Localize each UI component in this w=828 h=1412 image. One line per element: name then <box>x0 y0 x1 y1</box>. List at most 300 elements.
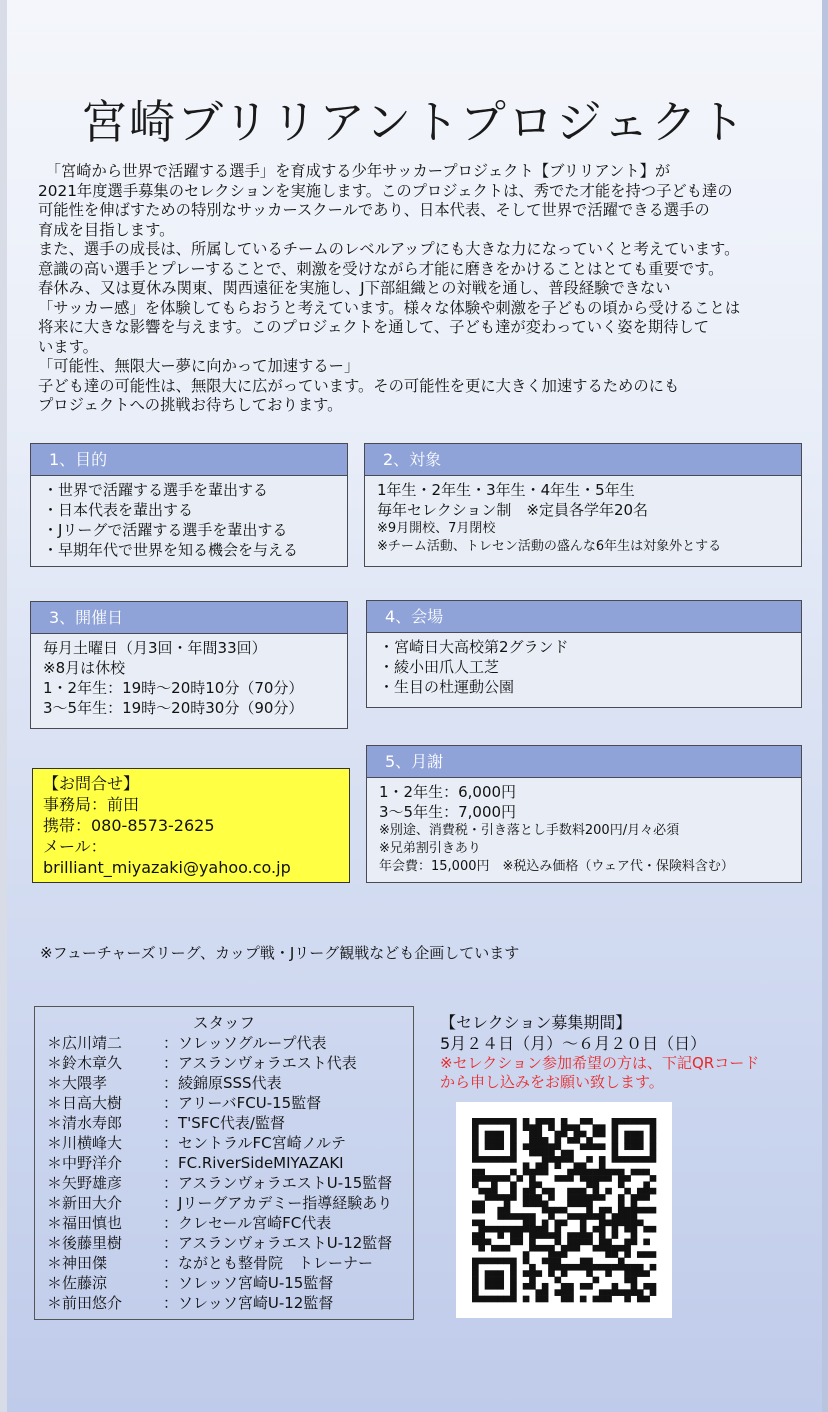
staff-role: ：クレセール宮崎FC代表 <box>163 1214 332 1232</box>
qr-module <box>542 1258 549 1265</box>
staff-name: ＊広川靖二 <box>47 1034 123 1052</box>
left-edge-strip <box>0 0 7 1412</box>
qr-module <box>485 1137 492 1144</box>
qr-module <box>580 1220 587 1227</box>
qr-module <box>485 1270 492 1277</box>
qr-module <box>497 1258 504 1265</box>
qr-module <box>510 1118 517 1125</box>
staff-name: ＊大隈孝 <box>47 1074 108 1092</box>
qr-module <box>548 1207 555 1214</box>
qr-module <box>554 1137 561 1144</box>
qr-module <box>478 1226 485 1233</box>
qr-module <box>605 1188 612 1195</box>
qr-module <box>624 1289 631 1296</box>
qr-module <box>624 1131 631 1138</box>
qr-module <box>548 1143 555 1150</box>
qr-module <box>491 1143 498 1150</box>
qr-module <box>472 1200 479 1207</box>
selection-info <box>440 1012 759 1092</box>
staff-row <box>35 1233 413 1253</box>
qr-module <box>618 1264 625 1271</box>
qr-module <box>637 1270 644 1277</box>
qr-module <box>574 1124 581 1131</box>
qr-module <box>643 1118 650 1125</box>
qr-module <box>612 1156 619 1163</box>
intro-line: 「サッカー感」を体験してもらおうと考えています。様々な体験や刺激を子どもの頃から受けることは <box>38 298 741 317</box>
qr-module <box>624 1213 631 1220</box>
qr-module <box>491 1194 498 1201</box>
qr-module <box>624 1277 631 1284</box>
venue-item: ・生目の杜運動公園 <box>379 678 515 696</box>
staff-name: ＊佐藤涼 <box>47 1274 108 1292</box>
qr-module <box>599 1156 606 1163</box>
qr-module <box>605 1270 612 1277</box>
qr-module <box>497 1194 504 1201</box>
qr-module <box>631 1156 638 1163</box>
venue-item: ・宮崎日大高校第2グランド <box>379 638 569 656</box>
qr-module <box>535 1296 542 1303</box>
qr-module <box>472 1296 479 1303</box>
qr-module <box>599 1226 606 1233</box>
qr-module <box>631 1264 638 1271</box>
qr-module <box>535 1143 542 1150</box>
qr-module <box>510 1194 517 1201</box>
qr-module <box>472 1131 479 1138</box>
qr-module <box>554 1277 561 1284</box>
intro-line: 将来に大きな影響を与えます。このプロジェクトを通して、子ども達が変わっていく姿を期待して <box>38 318 710 336</box>
qr-module <box>542 1207 549 1214</box>
qr-module <box>586 1283 593 1290</box>
qr-module <box>637 1251 644 1258</box>
qr-module <box>643 1188 650 1195</box>
qr-module <box>567 1169 574 1176</box>
qr-module <box>612 1220 619 1227</box>
qr-module <box>542 1137 549 1144</box>
qr-module <box>650 1150 657 1157</box>
qr-module <box>593 1131 600 1138</box>
qr-module <box>523 1124 530 1131</box>
qr-module <box>529 1131 536 1138</box>
qr-module <box>561 1270 568 1277</box>
qr-module <box>618 1258 625 1265</box>
qr-module <box>542 1143 549 1150</box>
qr-module <box>542 1150 549 1157</box>
staff-row <box>35 1113 413 1133</box>
qr-module <box>612 1226 619 1233</box>
qr-module <box>542 1232 549 1239</box>
qr-module <box>567 1156 574 1163</box>
qr-module <box>497 1226 504 1233</box>
qr-module <box>510 1264 517 1271</box>
qr-module <box>574 1264 581 1271</box>
qr-module <box>643 1194 650 1201</box>
qr-module <box>504 1213 511 1220</box>
staff-name: ＊新田大介 <box>47 1194 123 1212</box>
qr-module <box>554 1232 561 1239</box>
qr-module <box>561 1124 568 1131</box>
qr-module <box>491 1156 498 1163</box>
qr-module <box>548 1150 555 1157</box>
qr-module <box>631 1289 638 1296</box>
qr-module <box>593 1277 600 1284</box>
qr-module <box>631 1118 638 1125</box>
qr-module <box>523 1169 530 1176</box>
qr-module <box>599 1162 606 1169</box>
qr-module <box>612 1245 619 1252</box>
qr-module <box>485 1194 492 1201</box>
staff-name: ＊神田傑 <box>47 1254 108 1272</box>
qr-module <box>478 1188 485 1195</box>
qr-module <box>624 1118 631 1125</box>
qr-module <box>504 1245 511 1252</box>
qr-module <box>529 1200 536 1207</box>
contact-phone[interactable]: 携帯：080-8573-2625 <box>43 816 215 835</box>
qr-module <box>586 1169 593 1176</box>
staff-role: ：アスランヴォラエストU-15監督 <box>163 1174 393 1192</box>
qr-module <box>624 1156 631 1163</box>
qr-module <box>618 1220 625 1227</box>
qr-module <box>529 1277 536 1284</box>
qr-module <box>580 1232 587 1239</box>
qr-module <box>567 1283 574 1290</box>
qr-module <box>631 1143 638 1150</box>
qr-module <box>574 1245 581 1252</box>
qr-module <box>586 1137 593 1144</box>
qr-module <box>631 1239 638 1246</box>
qr-module <box>631 1137 638 1144</box>
qr-module <box>478 1296 485 1303</box>
qr-module <box>491 1175 498 1182</box>
qr-module <box>529 1143 536 1150</box>
purpose-box <box>30 443 348 567</box>
qr-module <box>637 1296 644 1303</box>
qr-module <box>567 1200 574 1207</box>
qr-module <box>574 1137 581 1144</box>
qr-module <box>554 1264 561 1271</box>
staff-role: ：Jリーグアカデミー指導経験あり <box>163 1194 393 1212</box>
qr-module <box>510 1258 517 1265</box>
qr-module <box>561 1251 568 1258</box>
fee-line: 1・2年生：6,000円 <box>379 783 517 801</box>
qr-module <box>574 1200 581 1207</box>
qr-module <box>504 1200 511 1207</box>
qr-module <box>497 1207 504 1214</box>
contact-email[interactable]: brilliant_miyazaki@yahoo.co.jp <box>43 858 291 877</box>
qr-module <box>529 1150 536 1157</box>
qr-module <box>618 1289 625 1296</box>
qr-module <box>650 1124 657 1131</box>
qr-module <box>650 1175 657 1182</box>
qr-module <box>529 1283 536 1290</box>
qr-module <box>580 1239 587 1246</box>
qr-module <box>561 1150 568 1157</box>
staff-role: ：セントラルFC宮崎ノルテ <box>163 1134 347 1152</box>
qr-module <box>593 1124 600 1131</box>
qr-module <box>650 1226 657 1233</box>
qr-module <box>605 1207 612 1214</box>
qr-module <box>523 1143 530 1150</box>
qr-module <box>516 1239 523 1246</box>
qr-module <box>497 1213 504 1220</box>
qr-module <box>580 1258 587 1265</box>
qr-module <box>586 1200 593 1207</box>
qr-module <box>631 1283 638 1290</box>
qr-module <box>529 1245 536 1252</box>
qr-module <box>561 1175 568 1182</box>
qr-module <box>643 1270 650 1277</box>
qr-module <box>599 1239 606 1246</box>
dates-box <box>30 601 348 729</box>
qr-module <box>605 1264 612 1271</box>
qr-module <box>554 1239 561 1246</box>
qr-module <box>491 1188 498 1195</box>
purpose-item: ・世界で活躍する選手を輩出する <box>43 481 269 499</box>
selection-notice: ※セレクション参加希望の方は、下記QRコード <box>440 1054 760 1072</box>
qr-module <box>485 1277 492 1284</box>
qr-module <box>561 1264 568 1271</box>
qr-module <box>599 1143 606 1150</box>
qr-module <box>618 1175 625 1182</box>
qr-module <box>491 1258 498 1265</box>
qr-module <box>637 1264 644 1271</box>
qr-module <box>624 1239 631 1246</box>
qr-module <box>561 1156 568 1163</box>
intro-line: プロジェクトへの挑戦お待ちしております。 <box>38 396 343 414</box>
qr-module <box>523 1162 530 1169</box>
qr-module <box>612 1131 619 1138</box>
staff-row <box>35 1293 413 1313</box>
qr-module <box>567 1124 574 1131</box>
qr-module <box>618 1118 625 1125</box>
qr-module <box>586 1181 593 1188</box>
qr-module <box>529 1124 536 1131</box>
qr-module <box>637 1289 644 1296</box>
qr-module <box>593 1169 600 1176</box>
fee-note: ※兄弟割引きあり <box>379 841 481 856</box>
staff-row <box>35 1133 413 1153</box>
qr-module <box>612 1232 619 1239</box>
qr-module <box>529 1220 536 1227</box>
qr-module <box>485 1226 492 1233</box>
qr-module <box>593 1213 600 1220</box>
qr-module <box>548 1258 555 1265</box>
qr-module <box>523 1270 530 1277</box>
qr-module <box>497 1270 504 1277</box>
qr-module <box>593 1181 600 1188</box>
qr-module <box>535 1162 542 1169</box>
qr-module <box>612 1143 619 1150</box>
intro-line: います。 <box>38 337 98 356</box>
qr-module <box>542 1200 549 1207</box>
qr-module <box>580 1175 587 1182</box>
qr-module <box>485 1296 492 1303</box>
staff-row <box>35 1193 413 1213</box>
qr-module <box>643 1181 650 1188</box>
qr-module <box>561 1245 568 1252</box>
qr-module <box>561 1296 568 1303</box>
qr-module <box>554 1131 561 1138</box>
qr-module <box>529 1137 536 1144</box>
qr-module <box>554 1175 561 1182</box>
qr-module <box>542 1188 549 1195</box>
staff-role: ：T'SFC代表/監督 <box>163 1114 285 1132</box>
qr-module <box>574 1232 581 1239</box>
qr-module <box>580 1131 587 1138</box>
qr-module <box>605 1245 612 1252</box>
qr-module <box>574 1162 581 1169</box>
qr-module <box>542 1226 549 1233</box>
qr-module <box>529 1264 536 1271</box>
qr-module <box>586 1264 593 1271</box>
qr-module <box>650 1118 657 1125</box>
qr-module <box>580 1264 587 1271</box>
staff-row <box>35 1053 413 1073</box>
qr-module <box>491 1245 498 1252</box>
staff-name: ＊中野洋介 <box>47 1154 123 1172</box>
staff-role: ：アスランヴォラエストU-12監督 <box>163 1234 393 1252</box>
qr-module <box>650 1188 657 1195</box>
qr-module <box>554 1289 561 1296</box>
qr-module <box>510 1124 517 1131</box>
qr-module <box>580 1118 587 1125</box>
qr-module <box>637 1156 644 1163</box>
target-line: 毎年セレクション制 ※定員各学年20名 <box>377 501 649 519</box>
qr-module <box>535 1245 542 1252</box>
qr-module <box>497 1277 504 1284</box>
qr-module <box>523 1251 530 1258</box>
qr-module <box>485 1258 492 1265</box>
qr-module <box>643 1156 650 1163</box>
qr-module <box>637 1143 644 1150</box>
qr-module <box>561 1283 568 1290</box>
qr-module <box>497 1296 504 1303</box>
qr-module <box>631 1207 638 1214</box>
qr-module <box>485 1143 492 1150</box>
qr-module <box>586 1232 593 1239</box>
qr-module <box>542 1156 549 1163</box>
qr-module <box>593 1175 600 1182</box>
qr-module <box>548 1156 555 1163</box>
qr-module <box>612 1124 619 1131</box>
staff-name: ＊福田慎也 <box>47 1214 123 1232</box>
qr-module <box>637 1194 644 1201</box>
qr-module <box>485 1239 492 1246</box>
target-line: 1年生・2年生・3年生・4年生・5年生 <box>377 481 635 499</box>
qr-module <box>554 1156 561 1163</box>
qr-module <box>631 1270 638 1277</box>
qr-module <box>504 1175 511 1182</box>
staff-row <box>35 1033 413 1053</box>
qr-module <box>497 1175 504 1182</box>
qr-module <box>631 1220 638 1227</box>
qr-module <box>612 1289 619 1296</box>
qr-module <box>599 1264 606 1271</box>
staff-row <box>35 1153 413 1173</box>
qr-module <box>491 1131 498 1138</box>
qr-module <box>472 1181 479 1188</box>
qr-module <box>542 1289 549 1296</box>
qr-module <box>542 1220 549 1227</box>
qr-module <box>542 1296 549 1303</box>
staff-row <box>35 1073 413 1093</box>
qr-module <box>478 1220 485 1227</box>
qr-module <box>491 1296 498 1303</box>
qr-module <box>574 1131 581 1138</box>
qr-module <box>567 1232 574 1239</box>
qr-module <box>523 1200 530 1207</box>
qr-module <box>580 1200 587 1207</box>
qr-module <box>523 1118 530 1125</box>
staff-role: ：FC.RiverSideMIYAZAKI <box>163 1154 344 1172</box>
qr-module <box>637 1169 644 1176</box>
qr-module <box>599 1232 606 1239</box>
fee-heading: 5、月謝 <box>367 746 801 778</box>
qr-module <box>510 1137 517 1144</box>
qr-module <box>554 1143 561 1150</box>
venue-heading: 4、会場 <box>367 601 801 633</box>
qr-module <box>612 1118 619 1125</box>
page-title: 宮崎ブリリアントプロジェクト <box>80 95 748 149</box>
qr-module <box>605 1239 612 1246</box>
staff-role: ：アリーバFCU-15監督 <box>163 1094 322 1112</box>
qr-module <box>510 1181 517 1188</box>
intro-line: また、選手の成長は、所属しているチームのレベルアップにも大きな力になっていくと考えています。 <box>38 240 740 258</box>
qr-module <box>497 1232 504 1239</box>
qr-module <box>529 1213 536 1220</box>
qr-module <box>599 1296 606 1303</box>
qr-module <box>631 1200 638 1207</box>
qr-module <box>472 1220 479 1227</box>
contact-heading: 【お問合せ】 <box>43 774 140 793</box>
qr-module <box>643 1283 650 1290</box>
qr-module <box>542 1283 549 1290</box>
qr-module <box>478 1175 485 1182</box>
qr-module <box>580 1194 587 1201</box>
qr-module <box>618 1245 625 1252</box>
qr-module <box>535 1270 542 1277</box>
qr-module <box>637 1137 644 1144</box>
dates-line: ※8月は休校 <box>43 659 126 677</box>
qr-module <box>624 1137 631 1144</box>
qr-module <box>643 1226 650 1233</box>
qr-module <box>535 1169 542 1176</box>
qr-module <box>548 1232 555 1239</box>
qr-module <box>485 1175 492 1182</box>
qr-module <box>624 1207 631 1214</box>
qr-module <box>624 1143 631 1150</box>
qr-module <box>580 1143 587 1150</box>
qr-module <box>580 1169 587 1176</box>
qr-module <box>504 1194 511 1201</box>
qr-module <box>548 1188 555 1195</box>
staff-row <box>35 1253 413 1273</box>
qr-module <box>624 1175 631 1182</box>
staff-row <box>35 1213 413 1233</box>
qr-module <box>643 1169 650 1176</box>
qr-module <box>535 1226 542 1233</box>
qr-module <box>593 1296 600 1303</box>
qr-module <box>599 1169 606 1176</box>
qr-module <box>605 1220 612 1227</box>
qr-code[interactable] <box>456 1102 672 1318</box>
target-heading: 2、対象 <box>365 444 801 476</box>
qr-module <box>535 1150 542 1157</box>
intro-line: 子ども達の可能性は、無限大に広がっています。その可能性を更に大きく加速するためのにも <box>38 376 680 395</box>
qr-module <box>624 1245 631 1252</box>
qr-module <box>548 1124 555 1131</box>
qr-module <box>529 1188 536 1195</box>
qr-module <box>472 1207 479 1214</box>
